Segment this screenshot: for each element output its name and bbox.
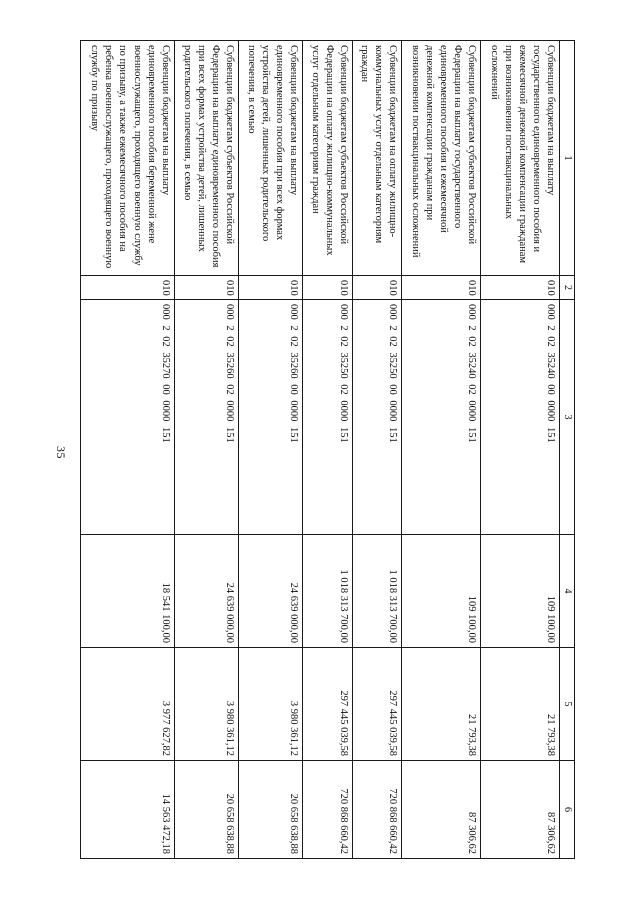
row-planned-amount: 109 100,00 bbox=[402, 535, 481, 648]
row-executed-amount: 297 445 039,58 bbox=[303, 648, 353, 761]
row-name: Субвенции бюджетам на оплату жилищно-коммунальных услуг отдельным категориям граждан bbox=[352, 41, 402, 276]
header-col-5: 5 bbox=[560, 648, 575, 761]
table-row bbox=[352, 41, 402, 859]
table-row bbox=[81, 41, 175, 859]
row-admin-code: 010 bbox=[352, 276, 402, 300]
row-budget-code: 000 2 02 35250 00 0000 151 bbox=[352, 300, 402, 535]
row-name: Субвенции бюджетам на выплату единовременного пособия при всех формах устройства детей, лишенных родительского попечения, в семью bbox=[239, 41, 303, 276]
table-row bbox=[402, 41, 481, 859]
row-budget-code: 000 2 02 35240 02 0000 151 bbox=[402, 300, 481, 535]
table-header-row bbox=[560, 41, 575, 859]
row-name: Субвенции бюджетам субъектов Российской Федерации на выплату единовременного пособия при всех формах устройства детей, лишенных родительского попечения, в семью bbox=[174, 41, 238, 276]
table-row bbox=[481, 41, 560, 859]
row-executed-amount: 3 980 361,12 bbox=[239, 648, 303, 761]
header-col-1: 1 bbox=[560, 41, 575, 276]
row-remaining-amount: 720 868 660,42 bbox=[303, 761, 353, 859]
header-col-6: 6 bbox=[560, 761, 575, 859]
row-planned-amount: 1 018 313 700,00 bbox=[352, 535, 402, 648]
row-name: Субвенции бюджетам субъектов Российской Федерации на оплату жилищно-коммунальных услуг отдельным категориям граждан bbox=[303, 41, 353, 276]
row-name: Субвенции бюджетам субъектов Российской Федерации на выплату государственного единовременного пособия и ежемесячной денежной компенсации гражданам при возникновении поствакцинальных осложнений bbox=[402, 41, 481, 276]
row-budget-code: 000 2 02 35250 02 0000 151 bbox=[303, 300, 353, 535]
row-executed-amount: 21 793,38 bbox=[402, 648, 481, 761]
header-col-2: 2 bbox=[560, 276, 575, 300]
header-col-4: 4 bbox=[560, 535, 575, 648]
row-budget-code: 000 2 02 35260 00 0000 151 bbox=[239, 300, 303, 535]
row-admin-code: 010 bbox=[303, 276, 353, 300]
row-name: Субвенции бюджетам на выплату государственного единовременного пособия и ежемесячной денежной компенсации гражданам при возникновении поствакцинальных осложнений bbox=[481, 41, 560, 276]
row-executed-amount: 21 793,38 bbox=[481, 648, 560, 761]
row-planned-amount: 1 018 313 700,00 bbox=[303, 535, 353, 648]
row-planned-amount: 18 541 100,00 bbox=[81, 535, 175, 648]
row-remaining-amount: 14 563 472,18 bbox=[81, 761, 175, 859]
row-planned-amount: 24 639 000,00 bbox=[239, 535, 303, 648]
row-remaining-amount: 20 658 638,88 bbox=[239, 761, 303, 859]
row-executed-amount: 3 980 361,12 bbox=[174, 648, 238, 761]
table-row bbox=[303, 41, 353, 859]
row-remaining-amount: 20 658 638,88 bbox=[174, 761, 238, 859]
row-executed-amount: 297 445 039,58 bbox=[352, 648, 402, 761]
row-remaining-amount: 87 306,62 bbox=[481, 761, 560, 859]
header-col-3: 3 bbox=[560, 300, 575, 535]
row-remaining-amount: 87 306,62 bbox=[402, 761, 481, 859]
row-budget-code: 000 2 02 35240 00 0000 151 bbox=[481, 300, 560, 535]
row-budget-code: 000 2 02 35260 02 0000 151 bbox=[174, 300, 238, 535]
row-executed-amount: 3 977 627,82 bbox=[81, 648, 175, 761]
row-name: Субвенции бюджетам на выплату единовременного пособия беременной жене военнослужащего, проходящего военную службу по призыву, а также ежемесячного пособия на ребенка военнослужащего, проходящего военную службу по призыву bbox=[81, 41, 175, 276]
row-admin-code: 010 bbox=[481, 276, 560, 300]
table-row bbox=[174, 41, 238, 859]
row-planned-amount: 24 639 000,00 bbox=[174, 535, 238, 648]
budget-table bbox=[80, 40, 575, 859]
row-budget-code: 000 2 02 35270 00 0000 151 bbox=[81, 300, 175, 535]
row-planned-amount: 109 100,00 bbox=[481, 535, 560, 648]
table-row bbox=[239, 41, 303, 859]
row-remaining-amount: 720 868 660,42 bbox=[352, 761, 402, 859]
row-admin-code: 010 bbox=[174, 276, 238, 300]
row-admin-code: 010 bbox=[402, 276, 481, 300]
row-admin-code: 010 bbox=[81, 276, 175, 300]
page-number: 35 bbox=[54, 446, 68, 459]
row-admin-code: 010 bbox=[239, 276, 303, 300]
